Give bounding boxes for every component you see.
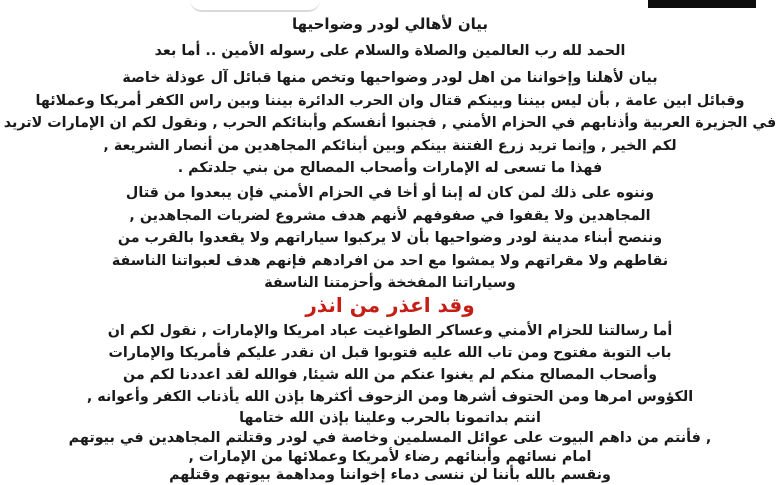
paragraph-line: المجاهدين ولا يقفوا في صفوفهم لأنهم هدف مشروع لضربات المجاهدين , [129, 208, 651, 224]
paragraph-line: امام نسائهم وأبنائهم رضاء لأمريكا وعملائها من الإمارات , [188, 449, 592, 465]
paragraph-line: وأصحاب المصالح منكم لم يغنوا عنكم من الله شيئا, فوالله لقد اعددنا لكم من [122, 367, 658, 383]
paragraph-line: وسياراتنا المفخخة وأحزمتنا الناسفة [264, 275, 516, 291]
paragraph-line: وقبائل ابين عامة , بأن ليس بيننا وبينكم قتال وان الحرب الدائرة بيننا وبين راس الكفر أمريكا وعملائها [35, 93, 745, 109]
logo-seal-icon [190, 0, 320, 12]
paragraph-line: بيان لأهلنا وإخواننا من اهل لودر وضواحيها وتخص منها قبائل آل عوذلة خاصة [122, 70, 658, 86]
paragraph-line: في الجزيرة العربية وأذنابهم في الحزام الأمني , فجنبوا أنفسكم وأبنائكم الحرب , ونقول لكم ان الإمارات لاتريد [3, 115, 777, 131]
paragraph-line: , فأنتم من داهم البيوت على عوائل المسلمين وخاصة في لودر وقتلتم المجاهدين في بيوتهم [68, 430, 712, 446]
statement-document [0, 14, 780, 483]
redaction-box [648, 0, 756, 8]
intro-line: الحمد لله رب العالمين والصلاة والسلام على رسوله الأمين .. أما بعد [154, 43, 626, 59]
paragraph-line: أما رسالتنا للحزام الأمني وعساكر الطواغيت عباد امريكا والإمارات , نقول لكم ان [107, 323, 673, 339]
paragraph-line: وننوه على ذلك لمن كان له إبنا أو أخا في الحزام الأمني فإن يبعدوا من قتال [125, 185, 655, 201]
paragraph-line: ونقسم بالله بأننا لن ننسى دماء إخواننا ومداهمة بيوتهم وقتلهم [169, 467, 611, 483]
warning-heading: وقد اعذر من انذر [305, 293, 475, 317]
paragraph-line: وننصح أبناء مدينة لودر وضواحيها بأن لا يركبوا سياراتهم ولا يقعدوا بالقرب من [117, 230, 663, 246]
paragraph-line: فهذا ما تسعى له الإمارات وأصحاب المصالح من بني جلدتكم . [177, 160, 603, 176]
paragraph-line: الكؤوس امرها ومن الحتوف أشرها ومن الزحوف أكثرها بإذن الله يأذناب الكفر وأعوانه , [86, 389, 694, 405]
paragraph-line: انتم بداتمونا بالحرب وعلينا بإذن الله ختامها [239, 410, 541, 426]
paragraph-line: باب التوبة مفتوح ومن تاب الله عليه فتوبوا قبل ان نقدر عليكم فأمريكا والإمارات [108, 345, 672, 361]
paragraph-line: لكم الخير , وإنما تريد زرع الفتنة بينكم وبين أبنائكم المجاهدين من أنصار الشريعة , [103, 138, 677, 154]
document-title: بيان لأهالي لودر وضواحيها [291, 15, 489, 33]
paragraph-line: نقاطهم ولا مقراتهم ولا يمشوا مع احد من افرادهم فإنهم هدف لعبواتنا الناسفة [111, 253, 669, 269]
header-strip [0, 0, 780, 10]
